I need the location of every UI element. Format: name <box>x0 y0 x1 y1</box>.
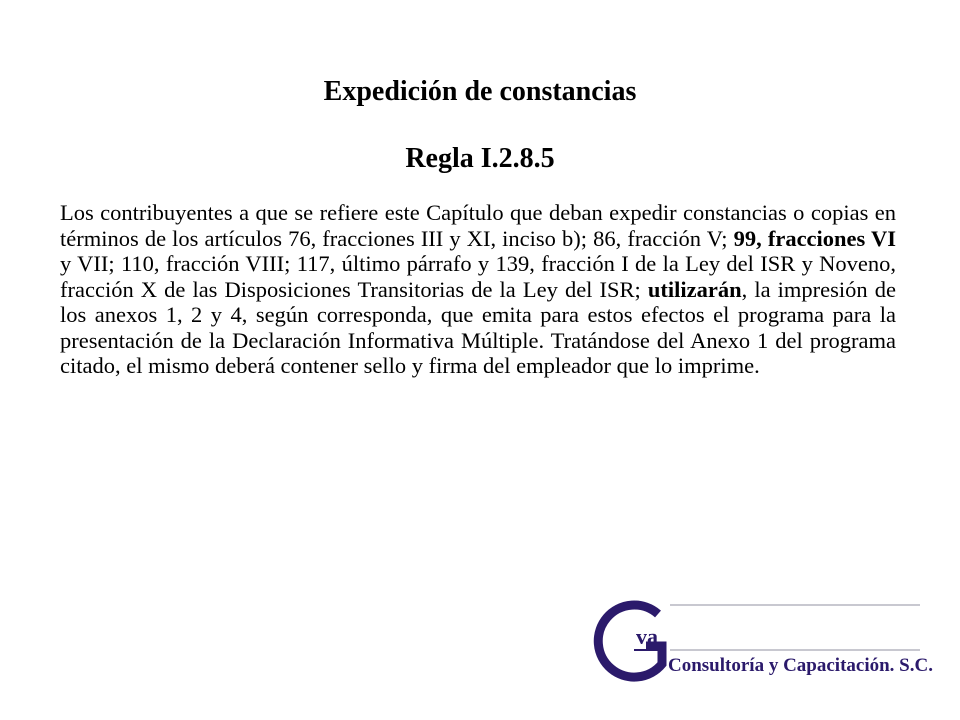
rule-paragraph <box>60 200 896 379</box>
paragraph-bold-text: utilizarán <box>647 276 742 302</box>
logo-tagline: Consultoría y Capacitación. S.C. <box>668 655 933 676</box>
paragraph-text: y VII; 110, fracción VIII; 117, último párrafo y 139, fracción I de la Ley del ISR y Noveno, fracción X de las Disposiciones Transitorias de la Ley del ISR; <box>60 251 896 302</box>
rule-number: Regla I.2.8.5 <box>405 143 555 174</box>
paragraph-text: Los contribuyentes a que se refiere este Capítulo que deban expedir constancias o copias en términos de los artículos 76, fracciones III y XI, inciso b); 86, fracción V; <box>60 200 896 251</box>
paragraph-text: , la impresión de los anexos 1, 2 y 4, según corresponda, que emita para estos efectos el programa para la presentación de la Declaración Informativa Múltiple. Tratándose del Anexo 1 del programa citado, el mismo deberá contener sello y firma del empleador que lo imprime. <box>60 276 896 378</box>
logo-letters: va <box>636 624 658 649</box>
paragraph-bold-text: 99, fracciones VI <box>733 225 896 251</box>
document-title: Expedición de constancias <box>323 76 637 107</box>
